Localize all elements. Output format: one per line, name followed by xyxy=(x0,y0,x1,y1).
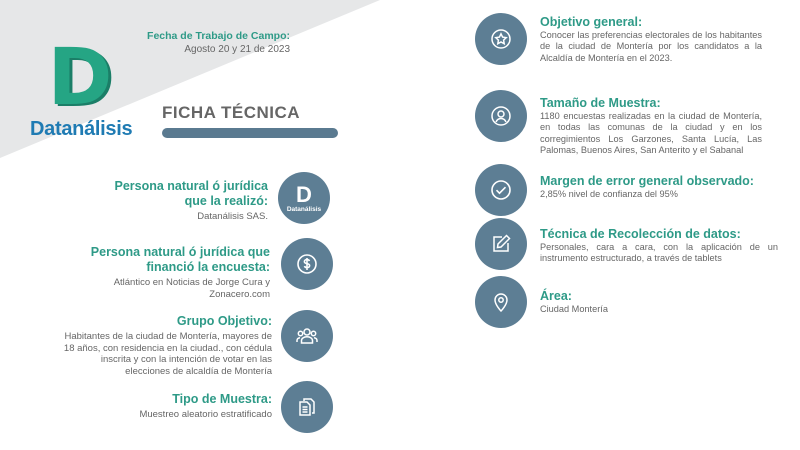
right-item-title: Objetivo general: xyxy=(540,15,643,29)
right-item-title: Tamaño de Muestra: xyxy=(540,96,661,110)
datanalisis-logo-icon xyxy=(278,172,330,224)
fecha-title: Fecha de Trabajo de Campo: xyxy=(147,30,290,42)
right-item-value: Conocer las preferencias electorales de los habitantes de la ciudad de Montería por los candidatos a la Alcaldía de Montería en el 2023. xyxy=(540,30,762,63)
left-item-title: Persona natural ó jurídica que financió la encuesta: xyxy=(90,245,270,274)
page-title: FICHA TÉCNICA xyxy=(162,103,301,122)
logo-letter: D xyxy=(47,33,113,123)
left-item-financio xyxy=(62,245,270,300)
star-badge-icon xyxy=(475,13,527,65)
right-item-title: Margen de error general observado: xyxy=(540,174,754,188)
left-item-value: Muestreo aleatorio estratificado xyxy=(139,409,272,420)
location-pin-icon xyxy=(475,276,527,328)
user-icon xyxy=(475,90,527,142)
left-item-title: Grupo Objetivo: xyxy=(176,314,272,328)
left-item-value: Habitantes de la ciudad de Montería, mayores de 18 años, con residencia en la ciudad., con cédula inscrita y con la intención de votar en las elecciones de alcaldía de Montería xyxy=(63,331,272,377)
fecha-value: Agosto 20 y 21 de 2023 xyxy=(184,44,290,55)
right-item-tamano xyxy=(540,96,762,156)
left-item-realizo xyxy=(90,179,268,223)
documents-icon xyxy=(281,381,333,433)
right-item-title: Técnica de Recolección de datos: xyxy=(540,227,741,241)
logo-name: Datanálisis xyxy=(30,118,133,140)
left-item-grupo xyxy=(56,314,272,377)
right-item-objetivo xyxy=(540,15,762,64)
right-item-margen xyxy=(540,174,770,200)
right-item-tecnica xyxy=(540,227,778,265)
right-item-value: Ciudad Montería xyxy=(540,304,608,314)
datanalisis-logo xyxy=(30,33,133,141)
icon-text: Datanálisis xyxy=(286,205,322,213)
icon-letter: D xyxy=(296,181,312,207)
group-icon xyxy=(281,310,333,362)
fecha-block xyxy=(120,30,290,55)
right-item-area xyxy=(540,289,740,315)
left-item-value: Atlántico en Noticias de Jorge Cura y Zonacero.com xyxy=(113,277,270,300)
left-item-tipo xyxy=(100,392,272,421)
right-item-value: 2,85% nivel de confianza del 95% xyxy=(540,189,678,199)
left-item-title: Tipo de Muestra: xyxy=(172,392,272,406)
edit-icon xyxy=(475,218,527,270)
left-item-title: Persona natural ó jurídica que la realizó: xyxy=(114,179,268,208)
left-item-value: Datanálisis SAS. xyxy=(197,211,268,222)
right-item-title: Área: xyxy=(540,289,572,303)
title-underline xyxy=(162,128,338,138)
right-item-value: Personales, cara a cara, con la aplicación de un instrumento estructurado, a través de tablets xyxy=(540,242,778,264)
check-circle-icon xyxy=(475,164,527,216)
dollar-icon xyxy=(281,238,333,290)
right-item-value: 1180 encuestas realizadas en la ciudad de Montería, en todas las comunas de la ciudad y en los corregimientos Los Garzones, Santa Lucía, Las Palomas, Buenos Aires, San Anterito y el Sabanal xyxy=(540,111,762,155)
